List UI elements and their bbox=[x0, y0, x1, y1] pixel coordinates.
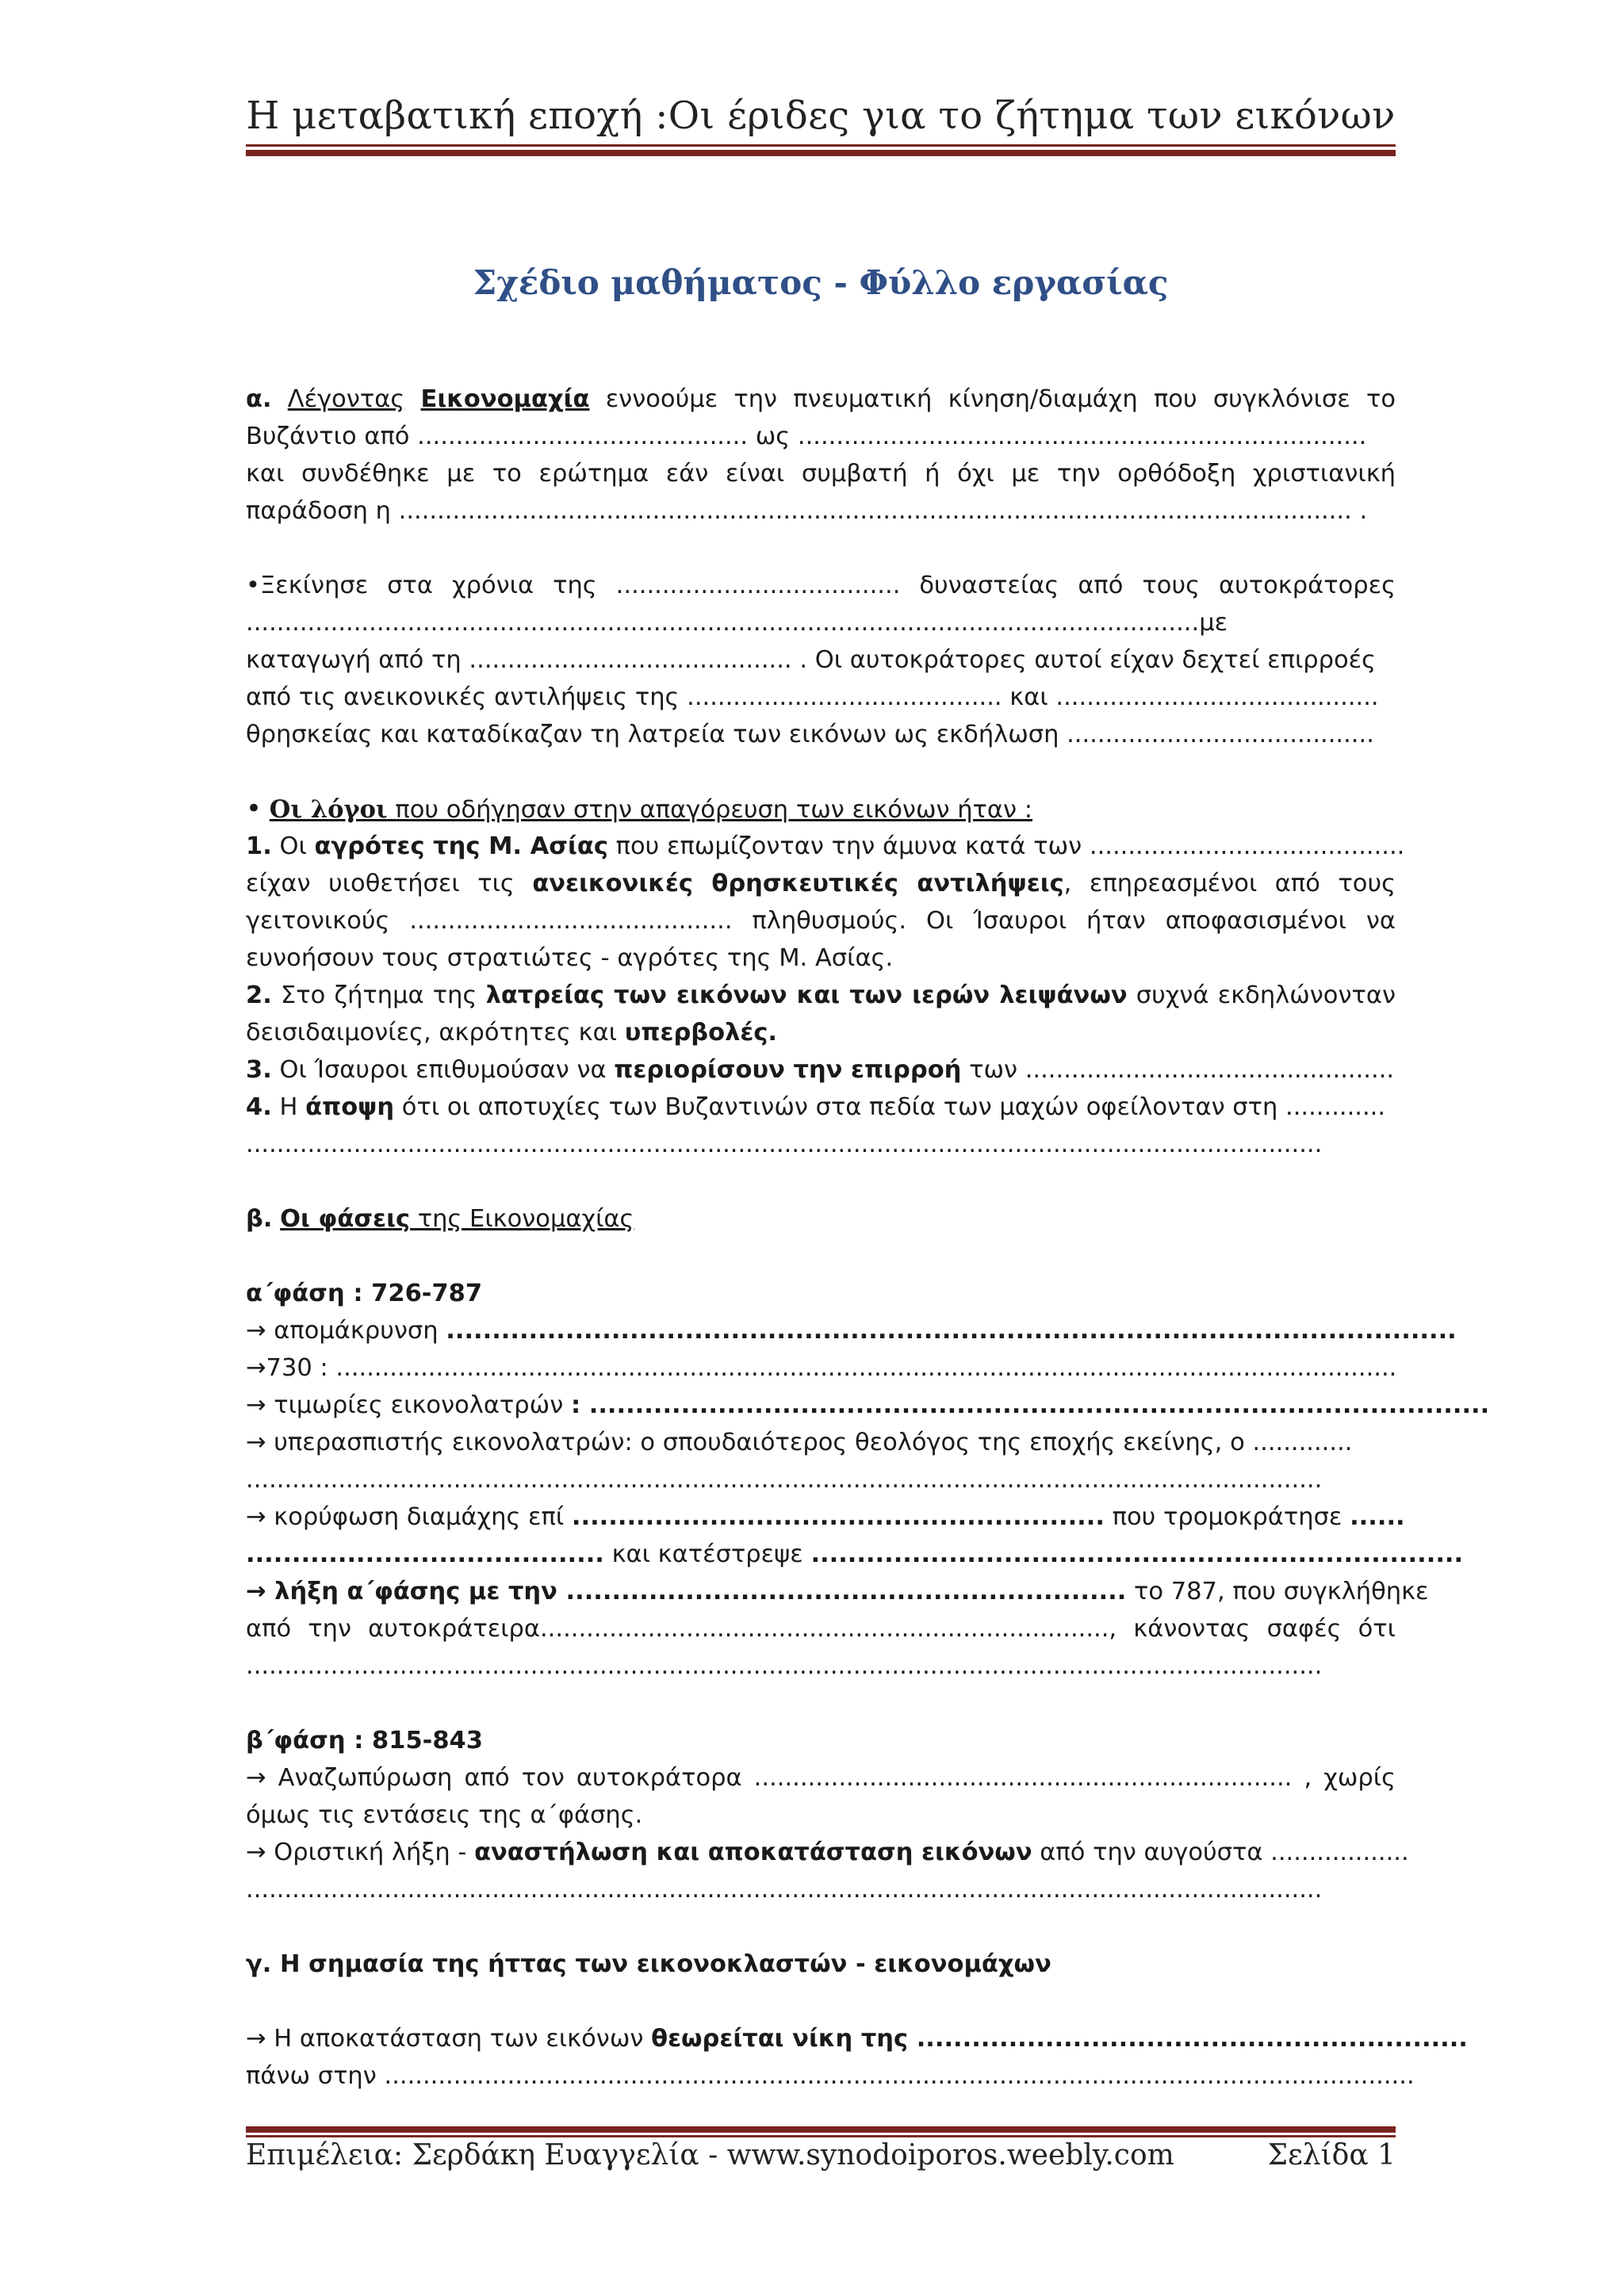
phase-1-line-7: ....................................... και κατέστρεψε ....................................................................... bbox=[246, 1540, 1464, 1568]
phase-1-line-2: →730 : .......................................................................................................................................... bbox=[246, 1354, 1397, 1382]
page-footer bbox=[246, 2139, 1396, 2180]
reasons-heading: • Οι λόγοι που οδήγησαν στην απαγόρευση των εικόνων ήταν : bbox=[246, 793, 1033, 825]
phase-2-line-2: όμως τις εντάσεις της α΄φάσης. bbox=[246, 1801, 643, 1829]
section-a-line-3: και συνδέθηκε με το ερώτημα εάν είναι συμβατή ή όχι με την ορθόδοξη χριστιανική bbox=[246, 460, 1396, 488]
phase-2-line-1: → Αναζωπύρωση από τον αυτοκράτορα ...................................................................... , χωρίς bbox=[246, 1764, 1396, 1792]
reason-1-line-4: ευνοήσουν τους στρατιώτες - αγρότες της Μ. Ασίας. bbox=[246, 944, 894, 972]
footer-credit: Επιμέλεια: Σερδάκη Ευαγγελία - www.synodoiporos.weebly.com bbox=[246, 2139, 1174, 2172]
phase-1-line-1: → απομάκρυνση .............................................................................................................. bbox=[246, 1317, 1457, 1345]
phase-1-line-5: ............................................................................................................................................ bbox=[246, 1466, 1323, 1494]
reason-2-line-1: 2. Στο ζήτημα της λατρείας των εικόνων και των ιερών λειψάνων συχνά εκδηλώνονταν bbox=[246, 982, 1396, 1009]
page-number: Σελίδα 1 bbox=[1267, 2139, 1396, 2172]
dynasty-line-2: ............................................................................................................................με bbox=[246, 609, 1228, 637]
phase-1-line-4: → υπερασπιστής εικονολατρών: ο σπουδαιότερος θεολόγος της εποχής εκείνης, ο ............. bbox=[246, 1429, 1353, 1456]
reason-4-line-2: ............................................................................................................................................ bbox=[246, 1131, 1323, 1158]
phase-2-line-3: → Οριστική λήξη - αναστήλωση και αποκατάσταση εικόνων από την αυγούστα .................. bbox=[246, 1839, 1409, 1866]
dynasty-line-1: •Ξεκίνησε στα χρόνια της ..................................... δυναστείας από τους αυτοκράτορες bbox=[246, 572, 1396, 599]
dynasty-line-4: από τις ανεικονικές αντιλήψεις της ......................................... και .......................................... bbox=[246, 683, 1379, 711]
reason-1-line-3: γειτονικούς .......................................... πληθυσμούς. Οι Ίσαυροι ήταν αποφασισμένοι να bbox=[246, 907, 1396, 935]
section-b-heading: β. Οι φάσεις της Εικονομαχίας bbox=[246, 1205, 634, 1233]
header-rule-thick bbox=[246, 150, 1396, 156]
page-header-title: Η μεταβατική εποχή :Οι έριδες για το ζήτημα των εικόνων bbox=[246, 94, 1396, 138]
footer-rule-thin bbox=[246, 2135, 1396, 2137]
phase-1-line-6: → κορύφωση διαμάχης επί .......................................................... που τρομοκράτησε ...... bbox=[246, 1503, 1405, 1531]
section-a-line-4: παράδοση η ............................................................................................................................ . bbox=[246, 497, 1368, 525]
reason-1-line-1: 1. Οι αγρότες της Μ. Ασίας που επωμίζονταν την άμυνα κατά των ......................................... bbox=[246, 832, 1405, 860]
reason-4-line-1: 4. Η άποψη ότι οι αποτυχίες των Βυζαντινών στα πεδία των μαχών οφείλονταν στη ............. bbox=[246, 1093, 1386, 1121]
dynasty-line-3: καταγωγή από τη .......................................... . Οι αυτοκράτορες αυτοί είχαν δεχτεί επιρροές bbox=[246, 646, 1377, 674]
section-c-line-1: → Η αποκατάσταση των εικόνων θεωρείται νίκη της ............................................................ bbox=[246, 2025, 1468, 2053]
phase-1-line-9: από την αυτοκράτειρα.........................................................................., κάνοντας σαφές ότι bbox=[246, 1615, 1396, 1643]
header-rule-thin bbox=[246, 144, 1396, 147]
phase-2-line-4: ............................................................................................................................................ bbox=[246, 1876, 1323, 1904]
phase-1-line-3: → τιμωρίες εικονολατρών : .................................................................................................. bbox=[246, 1391, 1490, 1419]
reason-1-line-2: είχαν υιοθετήσει τις ανεικονικές θρησκευτικές αντιλήψεις, επηρεασμένοι από τους bbox=[246, 870, 1396, 897]
worksheet-body bbox=[246, 381, 1490, 2095]
term-eikonomachia: Εικονομαχία bbox=[420, 385, 590, 413]
dynasty-line-5: θρησκείας και καταδίκαζαν τη λατρεία των εικόνων ως εκδήλωση ........................................ bbox=[246, 721, 1374, 748]
document-title: Σχέδιο μαθήματος - Φύλλο εργασίας bbox=[473, 263, 1169, 302]
phase-1-line-10: ............................................................................................................................................ bbox=[246, 1652, 1323, 1680]
reason-2-line-2: δεισιδαιμονίες, ακρότητες και υπερβολές. bbox=[246, 1019, 778, 1047]
section-c-heading: γ. Η σημασία της ήττας των εικονοκλαστών - εικονομάχων bbox=[246, 1950, 1051, 1978]
phase-2-title: β΄φάση : 815-843 bbox=[246, 1727, 483, 1755]
reason-3-line-1: 3. Οι Ίσαυροι επιθυμούσαν να περιορίσουν την επιρροή των ................................................ bbox=[246, 1056, 1395, 1084]
section-c-line-2: πάνω στην ...................................................................................................................................... bbox=[246, 2062, 1415, 2090]
section-a-line-1: α. Λέγοντας Εικονομαχία εννοούμε την πνευματική κίνηση/διαμάχη που συγκλόνισε το bbox=[246, 385, 1396, 413]
phase-1-title: α΄φάση : 726-787 bbox=[246, 1280, 483, 1307]
footer-rule-thick bbox=[246, 2126, 1396, 2133]
phase-1-line-8: → λήξη α΄φάσης με την ............................................................. το 787, που συγκλήθηκε bbox=[246, 1578, 1429, 1605]
section-a-line-2: Βυζάντιο από ........................................... ως .......................................................................... bbox=[246, 423, 1367, 450]
